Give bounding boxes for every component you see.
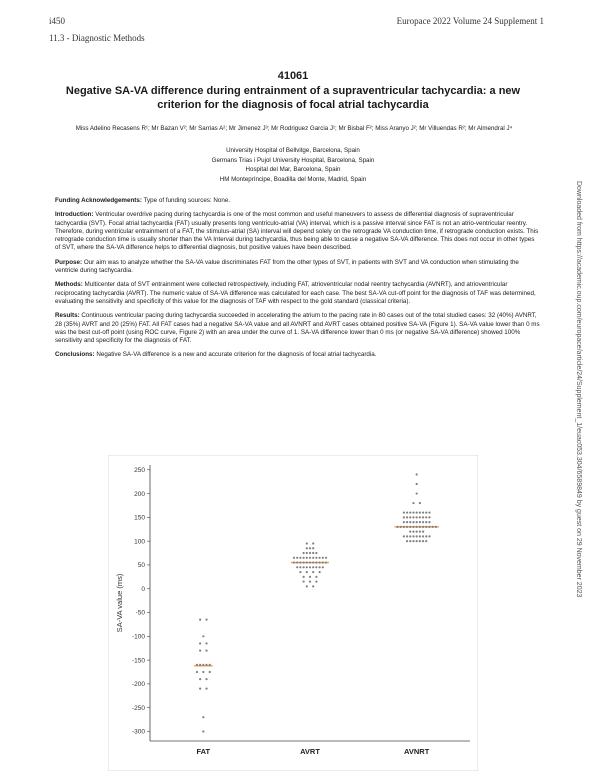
x-category-label: AVNRT <box>404 747 430 756</box>
data-point <box>199 649 201 651</box>
data-point <box>306 557 308 559</box>
section-text: Continuous ventricular pacing during tachycardia succeeded in accelerating the atrium to the pacing rate in 80 cases out of the total studied cases: 32 (40%) AVNRT, 28 (35%) AVRT and 20 (25%) FAT. All FAT cases had a negative SA-VA value and all AVNRT and AVRT cases obtained positive SA-VA (Figure 1). SA-VA value lower than 0 ms was the best cut-off point (using ROC curve, Figure 2) with an area under the curve of 1. SA-VA difference lower than 0 ms (or negative SA-VA difference) showed 100% sensitivity and specificity for the diagnosis of FAT. <box>55 312 540 345</box>
data-point <box>303 552 305 554</box>
data-point <box>422 511 424 513</box>
data-point <box>416 483 418 485</box>
data-point <box>425 535 427 537</box>
data-point <box>322 561 324 563</box>
data-point <box>428 535 430 537</box>
data-point <box>406 526 408 528</box>
section-text: Multicenter data of SVT entrainment were collected retrospectively, including FAT, atrioventricular nodal reentry tachycardia (AVNRT), and atrioventricular reciprocating tachycardia (AVRT). The numeric value of SA-VA difference was calculated for each case. The best SA-VA cut-off point for the diagnosis of TAF was determined, evaluating the sensitivity and specificity of this value for the diagnosis of TAF with respect to the gold standard (classical criteria). <box>55 281 536 305</box>
data-point <box>422 526 424 528</box>
y-tick-label: 100 <box>134 538 145 546</box>
section-label: Funding Acknowledgements: <box>55 197 142 204</box>
y-axis-label: SA-VA value (ms) <box>115 573 124 633</box>
data-point <box>296 561 298 563</box>
affiliation: University Hospital of Bellvitge, Barcelona, Spain <box>226 147 360 154</box>
data-point <box>416 492 418 494</box>
data-point <box>403 526 405 528</box>
data-point <box>303 580 305 582</box>
x-category-label: AVRT <box>300 747 320 756</box>
data-point <box>312 552 314 554</box>
conclusions-paragraph <box>55 351 541 359</box>
data-point <box>432 526 434 528</box>
section-text: Our aim was to analyze whether the SA-VA value discriminates FAT from the other types of SVT, in patients with SVT and VA conduction when stimulating the ventricle during tachycardia. <box>55 258 519 275</box>
data-point <box>428 516 430 518</box>
data-point <box>309 547 311 549</box>
data-point <box>306 566 308 568</box>
data-point <box>309 566 311 568</box>
y-tick-label: 0 <box>141 585 145 593</box>
data-point <box>425 526 427 528</box>
chart-border <box>108 455 478 771</box>
data-point <box>412 521 414 523</box>
y-tick-label: -100 <box>131 633 145 641</box>
data-point <box>412 516 414 518</box>
data-point <box>412 540 414 542</box>
data-point <box>409 516 411 518</box>
data-point <box>306 547 308 549</box>
y-tick-label: 250 <box>134 466 145 474</box>
y-tick-label: -200 <box>131 681 145 689</box>
data-point <box>309 561 311 563</box>
data-point <box>422 516 424 518</box>
abstract-title: Negative SA-VA difference during entrainment of a supraventricular tachycardia: a new criterion for the diagnosis of focal atrial tachycardia <box>65 85 521 111</box>
data-point <box>416 516 418 518</box>
author-list: Miss Adelino Recasens R¹; Mr Bazan V²; Mr Sarrias A²; Mr Jimenez J³; Mr Rodriguez Garcia J¹; Mr Bisbal F²; Miss Aranyo J²; Mr Villuendas R²; Mr Almendral J⁴ <box>75 125 513 132</box>
section-label: Introduction: <box>55 211 94 219</box>
affiliation: HM Montepríncipe, Boadilla del Monte, Madrid, Spain <box>219 175 367 183</box>
data-point <box>202 716 204 718</box>
data-point <box>428 511 430 513</box>
data-point <box>202 730 204 732</box>
data-point <box>293 557 295 559</box>
data-point <box>299 557 301 559</box>
data-point <box>319 566 321 568</box>
data-point <box>319 571 321 573</box>
data-point <box>416 521 418 523</box>
introduction-paragraph <box>55 211 541 252</box>
data-point <box>409 535 411 537</box>
data-point <box>428 526 430 528</box>
data-point <box>412 511 414 513</box>
data-point <box>315 557 317 559</box>
data-point <box>312 571 314 573</box>
page-number: i450 <box>49 16 66 26</box>
data-point <box>196 671 198 673</box>
data-point <box>312 561 314 563</box>
data-point <box>416 535 418 537</box>
data-point <box>202 671 204 673</box>
data-point <box>309 552 311 554</box>
data-point <box>403 511 405 513</box>
data-point <box>303 557 305 559</box>
data-point <box>315 576 317 578</box>
data-point <box>409 526 411 528</box>
data-point <box>406 535 408 537</box>
y-tick-label: 200 <box>134 490 145 498</box>
affiliation: Germans Trias i Pujol University Hospital, Barcelona, Spain <box>211 156 375 164</box>
data-point <box>419 516 421 518</box>
data-point <box>400 526 402 528</box>
data-point <box>409 540 411 542</box>
data-point <box>205 649 207 651</box>
data-point <box>412 535 414 537</box>
results-paragraph <box>55 312 541 345</box>
section-label: Conclusions: <box>55 351 95 359</box>
data-point <box>396 526 398 528</box>
y-tick-label: -150 <box>131 657 145 665</box>
y-tick-label: -300 <box>131 728 145 736</box>
data-point <box>416 511 418 513</box>
data-point <box>406 540 408 542</box>
methods-paragraph <box>55 281 541 306</box>
data-point <box>422 535 424 537</box>
section-label: Results: <box>55 312 80 320</box>
y-tick-label: -250 <box>131 704 145 712</box>
data-point <box>422 521 424 523</box>
data-point <box>205 678 207 680</box>
data-point <box>425 516 427 518</box>
data-point <box>202 635 204 637</box>
data-point <box>196 664 198 666</box>
data-point <box>309 580 311 582</box>
data-point <box>309 576 311 578</box>
data-point <box>296 557 298 559</box>
data-point <box>205 642 207 644</box>
data-point <box>425 521 427 523</box>
data-point <box>306 552 308 554</box>
data-point <box>312 566 314 568</box>
data-point <box>296 566 298 568</box>
data-point <box>419 531 421 533</box>
affiliations <box>49 146 537 184</box>
data-point <box>419 535 421 537</box>
data-point <box>419 521 421 523</box>
data-point <box>428 521 430 523</box>
abstract-body <box>55 197 541 366</box>
y-tick-label: 150 <box>134 514 145 522</box>
data-point <box>419 526 421 528</box>
data-point <box>306 542 308 544</box>
section-label: Purpose: <box>55 258 83 266</box>
data-point <box>303 566 305 568</box>
data-point <box>209 671 211 673</box>
data-point <box>322 557 324 559</box>
section-heading: 11.3 - Diagnostic Methods <box>49 33 145 43</box>
data-point <box>315 552 317 554</box>
download-notice: Downloaded from https://academic.oup.com/europace/article/24/Supplement_1/euac053.304/6589849 by guest on 29 November 2023 <box>575 181 582 598</box>
data-point <box>419 502 421 504</box>
affiliation: Hospital del Mar, Barcelona, Spain <box>245 166 341 173</box>
data-point <box>315 580 317 582</box>
data-point <box>422 531 424 533</box>
section-text: Negative SA-VA difference is a new and accurate criterion for the diagnosis of focal atrial tachycardia. <box>96 351 377 359</box>
data-point <box>309 557 311 559</box>
x-category-label: FAT <box>196 747 211 756</box>
data-point <box>306 585 308 587</box>
data-point <box>199 664 201 666</box>
data-point <box>425 511 427 513</box>
data-point <box>409 511 411 513</box>
data-point <box>325 561 327 563</box>
data-point <box>435 526 437 528</box>
y-tick-label: -50 <box>135 609 145 617</box>
data-point <box>322 566 324 568</box>
data-point <box>312 547 314 549</box>
data-point <box>325 557 327 559</box>
data-point <box>293 561 295 563</box>
data-point <box>319 561 321 563</box>
data-point <box>312 585 314 587</box>
data-point <box>406 521 408 523</box>
data-point <box>403 535 405 537</box>
data-point <box>419 540 421 542</box>
y-tick-label: 50 <box>137 562 145 570</box>
purpose-paragraph <box>55 259 541 276</box>
data-point <box>315 561 317 563</box>
data-point <box>202 664 204 666</box>
funding-paragraph <box>55 197 541 205</box>
scatter-chart <box>108 455 478 771</box>
data-point <box>419 511 421 513</box>
section-label: Methods: <box>55 281 83 289</box>
data-point <box>425 540 427 542</box>
data-point <box>199 688 201 690</box>
data-point <box>406 511 408 513</box>
data-point <box>199 642 201 644</box>
data-point <box>303 561 305 563</box>
data-point <box>312 557 314 559</box>
data-point <box>199 678 201 680</box>
data-point <box>416 531 418 533</box>
data-point <box>205 664 207 666</box>
data-point <box>403 516 405 518</box>
data-point <box>205 688 207 690</box>
data-point <box>315 566 317 568</box>
data-point <box>422 540 424 542</box>
abstract-number: 41061 <box>277 70 309 82</box>
data-point <box>299 566 301 568</box>
journal-header: Europace 2022 Volume 24 Supplement 1 <box>396 16 544 26</box>
data-point <box>416 540 418 542</box>
data-point <box>209 664 211 666</box>
data-point <box>299 561 301 563</box>
section-text: Ventricular overdrive pacing during tachycardia is one of the most common and useful maneuvers to assess de differential diagnosis of supraventricular tachycardia (SVT). Focal atrial tachycardia (FAT) usually presents long ventriculo-atrial (VA) interval, which is a passive interval since FAT is not an atrio-ventricular reentry. Therefore, during ventricular entrainment of a FAT, the stimulus-atrial (SA) interval will depend solely on the retrograde VA conduction time, if retrograde conduction exists. This retrograde conduction time is usually shorter than the VA Interval during tachycardia, thus being able to cause a negative SA-VA difference. This does not occur in other types of SVT, where the SA-VA difference helps to differential diagnosis, but positive values have been described. <box>55 211 539 252</box>
data-point <box>406 516 408 518</box>
data-point <box>306 561 308 563</box>
data-point <box>312 542 314 544</box>
data-point <box>412 526 414 528</box>
data-point <box>409 521 411 523</box>
data-point <box>416 526 418 528</box>
data-point <box>412 531 414 533</box>
data-point <box>412 502 414 504</box>
data-point <box>299 571 301 573</box>
data-point <box>403 521 405 523</box>
data-point <box>319 557 321 559</box>
data-point <box>416 473 418 475</box>
data-point <box>205 619 207 621</box>
data-point <box>199 619 201 621</box>
section-text: Type of funding sources: None. <box>143 197 231 204</box>
data-point <box>409 531 411 533</box>
data-point <box>303 576 305 578</box>
data-point <box>306 571 308 573</box>
